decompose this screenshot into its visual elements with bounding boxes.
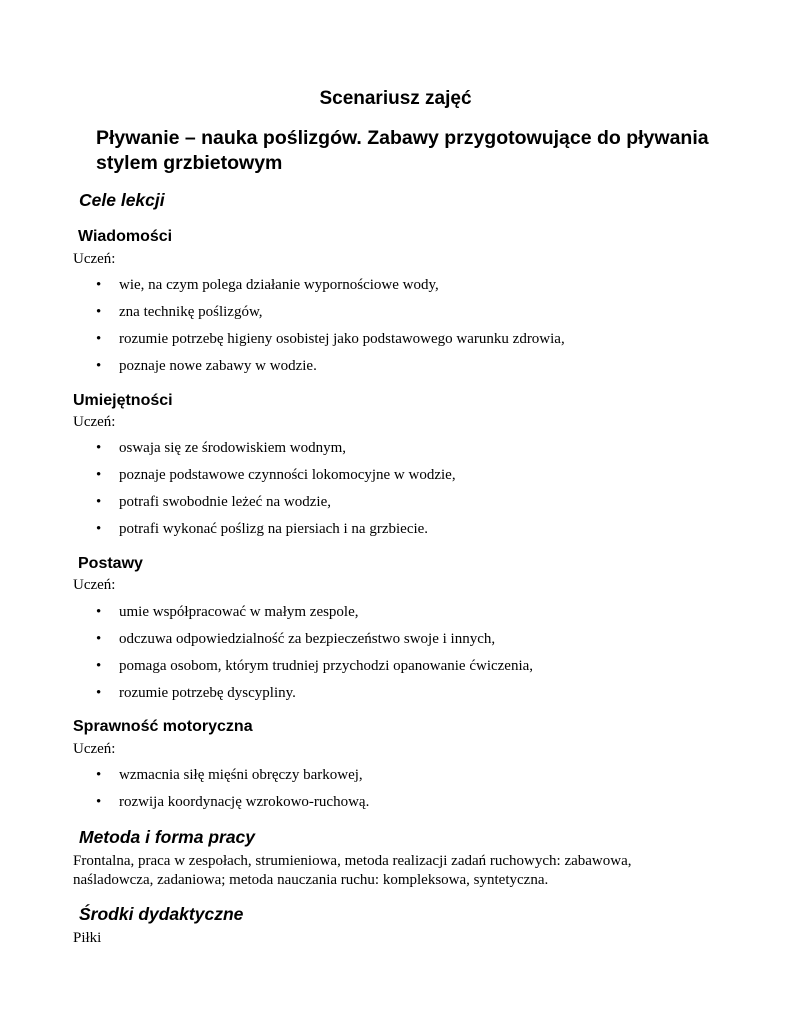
motor-heading: Sprawność motoryczna: [73, 718, 253, 735]
skills-list: [96, 439, 456, 547]
list-item: • umie współpracować w małym zespole,: [96, 604, 359, 620]
bullet-icon: •: [96, 685, 102, 701]
attitudes-heading: Postawy: [78, 555, 143, 572]
bullet-icon: •: [96, 304, 102, 320]
knowledge-list: [96, 276, 565, 384]
list-item: • potrafi swobodnie leżeć na wodzie,: [96, 494, 331, 510]
document-title: Scenariusz zajęć: [319, 88, 472, 109]
knowledge-heading: Wiadomości: [78, 228, 173, 245]
knowledge-intro: Uczeń:: [73, 251, 116, 267]
bullet-icon: •: [96, 331, 102, 347]
bullet-icon: •: [96, 604, 102, 620]
attitudes-list: [96, 603, 533, 711]
bullet-icon: •: [96, 631, 102, 647]
bullet-icon: •: [96, 794, 102, 810]
motor-list: [96, 766, 369, 820]
list-item: • rozwija koordynację wzrokowo-ruchową.: [96, 794, 370, 810]
bullet-icon: •: [96, 440, 102, 456]
bullet-icon: •: [96, 767, 102, 783]
resources-text: Piłki: [73, 930, 102, 946]
list-item: • poznaje podstawowe czynności lokomocyjne w wodzie,: [96, 467, 456, 483]
list-item: • rozumie potrzebę dyscypliny.: [96, 685, 296, 701]
motor-intro: Uczeń:: [73, 741, 116, 757]
list-item: • poznaje nowe zabawy w wodzie.: [96, 358, 317, 374]
bullet-icon: •: [96, 467, 102, 483]
list-item: • oswaja się ze środowiskiem wodnym,: [96, 440, 347, 456]
list-item: • rozumie potrzebę higieny osobistej jako podstawowego warunku zdrowia,: [96, 331, 565, 347]
list-item: • wie, na czym polega działanie wypornościowe wody,: [96, 277, 439, 293]
method-text: Frontalna, praca w zespołach, strumieniowa, metoda realizacji zadań ruchowych: zabawowa, naśladowcza, zadaniowa; metoda nauczania ruchu: kompleksowa, syntetyczna.: [73, 853, 632, 888]
attitudes-intro: Uczeń:: [73, 577, 116, 593]
bullet-icon: •: [96, 494, 102, 510]
list-item: • pomaga osobom, którym trudniej przychodzi opanowanie ćwiczenia,: [96, 658, 534, 674]
skills-heading: Umiejętności: [73, 392, 173, 409]
bullet-icon: •: [96, 277, 102, 293]
bullet-icon: •: [96, 358, 102, 374]
method-heading: Metoda i forma pracy: [79, 827, 256, 847]
list-item: • odczuwa odpowiedzialność za bezpieczeństwo swoje i innych,: [96, 631, 496, 647]
skills-intro: Uczeń:: [73, 414, 116, 430]
document-subtitle: Pływanie – nauka poślizgów. Zabawy przygotowujące do pływania stylem grzbietowym: [96, 127, 709, 174]
list-item: • wzmacnia siłę mięśni obręczy barkowej,: [96, 767, 363, 783]
bullet-icon: •: [96, 521, 102, 537]
goals-heading: Cele lekcji: [79, 190, 165, 210]
list-item: • potrafi wykonać poślizg na piersiach i na grzbiecie.: [96, 521, 429, 537]
bullet-icon: •: [96, 658, 102, 674]
list-item: • zna technikę poślizgów,: [96, 304, 263, 320]
resources-heading: Środki dydaktyczne: [79, 904, 244, 924]
